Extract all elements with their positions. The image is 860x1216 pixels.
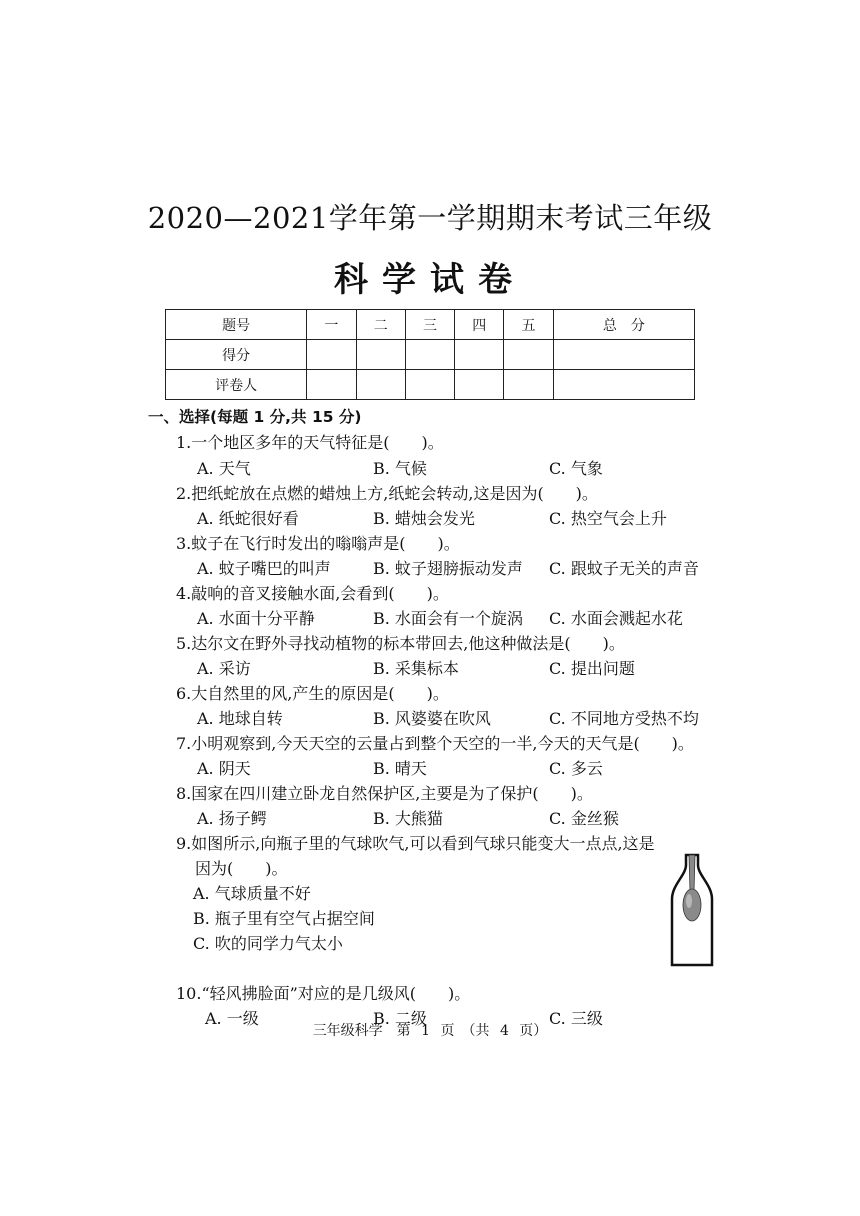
bottle-with-balloon-icon xyxy=(666,853,720,969)
grader-row-label: 评卷人 xyxy=(166,370,307,400)
exam-subject: 科学试卷 xyxy=(334,260,526,300)
question-6-options xyxy=(197,706,737,728)
question-3: 3.蚊子在飞行时发出的嗡嗡声是( )。 xyxy=(176,534,460,553)
section-heading: 一、选择(每题 1 分,共 15 分) xyxy=(148,408,362,426)
option-b: B. 气候 xyxy=(373,459,427,478)
grader-cell xyxy=(455,370,504,400)
question-5-options xyxy=(197,656,737,678)
question-4: 4.敲响的音叉接触水面,会看到( )。 xyxy=(176,584,449,603)
option-b: B. 蜡烛会发光 xyxy=(373,509,475,528)
question-10: 10.“轻风拂脸面”对应的是几级风( )。 xyxy=(176,984,471,1003)
question-7-options xyxy=(197,756,737,778)
score-table xyxy=(165,309,695,400)
question-1-options xyxy=(197,456,737,478)
grader-cell xyxy=(504,370,553,400)
option-b: B. 大熊猫 xyxy=(373,809,443,828)
question-1: 1.一个地区多年的天气特征是( )。 xyxy=(176,433,444,452)
grader-cell xyxy=(553,370,694,400)
question-5: 5.达尔文在野外寻找动植物的标本带回去,他这种做法是( )。 xyxy=(176,634,625,653)
option-b: B. 采集标本 xyxy=(373,659,459,678)
option-a: A. 扬子鳄 xyxy=(197,809,267,828)
score-row xyxy=(166,340,695,370)
option-a: A. 采访 xyxy=(197,659,251,678)
option-a: A. 地球自转 xyxy=(197,709,283,728)
option-c: C. 提出问题 xyxy=(549,659,635,678)
score-cell xyxy=(307,340,356,370)
grader-cell xyxy=(307,370,356,400)
score-header-cell: 总 分 xyxy=(553,310,694,340)
question-6: 6.大自然里的风,产生的原因是( )。 xyxy=(176,684,449,703)
score-header-cell: 题号 xyxy=(166,310,307,340)
option-b: B. 二级 xyxy=(373,1009,427,1028)
bottle-balloon-figure xyxy=(666,853,720,973)
score-cell xyxy=(356,340,405,370)
question-4-options xyxy=(197,606,737,628)
option-a: A. 一级 xyxy=(205,1009,259,1028)
question-3-options xyxy=(197,556,737,578)
score-row-label: 得分 xyxy=(166,340,307,370)
option-c: C. 金丝猴 xyxy=(549,809,619,828)
question-9-line2: 因为( )。 xyxy=(195,859,288,878)
option-b: B. 蚊子翅膀振动发声 xyxy=(373,559,523,578)
grader-row xyxy=(166,370,695,400)
option-a: A. 天气 xyxy=(197,459,251,478)
question-8-options xyxy=(197,806,737,828)
option-b: B. 瓶子里有空气占据空间 xyxy=(193,909,375,928)
option-b: B. 晴天 xyxy=(373,759,427,778)
score-header-cell: 四 xyxy=(455,310,504,340)
grader-cell xyxy=(356,370,405,400)
option-c: C. 热空气会上升 xyxy=(549,509,667,528)
question-9-line1: 9.如图所示,向瓶子里的气球吹气,可以看到气球只能变大一点点,这是 xyxy=(176,834,655,853)
exam-title: 2020—2021学年第一学期期末考试三年级 xyxy=(147,201,713,235)
option-a: A. 阴天 xyxy=(197,759,251,778)
option-c: C. 不同地方受热不均 xyxy=(549,709,699,728)
question-8: 8.国家在四川建立卧龙自然保护区,主要是为了保护( )。 xyxy=(176,784,593,803)
option-c: C. 跟蚊子无关的声音 xyxy=(549,559,699,578)
score-cell xyxy=(405,340,454,370)
option-c: C. 气象 xyxy=(549,459,603,478)
option-a: A. 水面十分平静 xyxy=(197,609,315,628)
grader-cell xyxy=(405,370,454,400)
option-c: C. 水面会溅起水花 xyxy=(549,609,683,628)
score-header-cell: 五 xyxy=(504,310,553,340)
score-cell xyxy=(455,340,504,370)
option-c: C. 吹的同学力气太小 xyxy=(193,934,343,953)
score-cell xyxy=(553,340,694,370)
score-header-cell: 二 xyxy=(356,310,405,340)
score-table-header-row xyxy=(166,310,695,340)
score-header-cell: 三 xyxy=(405,310,454,340)
question-2: 2.把纸蛇放在点燃的蜡烛上方,纸蛇会转动,这是因为( )。 xyxy=(176,484,598,503)
option-a: A. 纸蛇很好看 xyxy=(197,509,299,528)
option-a: A. 蚊子嘴巴的叫声 xyxy=(197,559,331,578)
option-a: A. 气球质量不好 xyxy=(193,884,311,903)
score-cell xyxy=(504,340,553,370)
option-b: B. 风婆婆在吹风 xyxy=(373,709,491,728)
option-c: C. 三级 xyxy=(549,1009,603,1028)
question-2-options xyxy=(197,506,737,528)
option-b: B. 水面会有一个旋涡 xyxy=(373,609,523,628)
question-7: 7.小明观察到,今天天空的云量占到整个天空的一半,今天的天气是( )。 xyxy=(176,734,694,753)
page-footer: 三年级科学 第 1 页 （共 4 页） xyxy=(312,1023,548,1039)
option-c: C. 多云 xyxy=(549,759,603,778)
score-header-cell: 一 xyxy=(307,310,356,340)
